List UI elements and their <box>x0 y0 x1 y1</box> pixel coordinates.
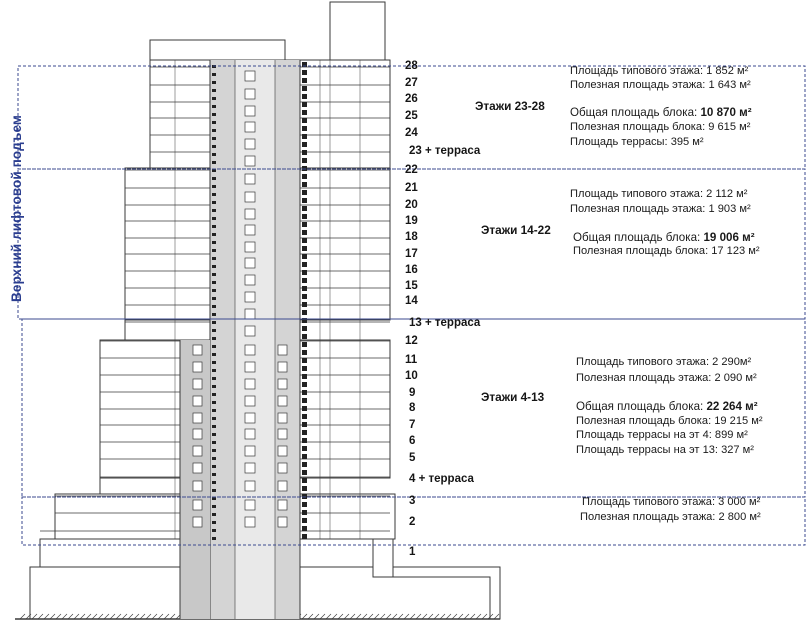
facade-mark <box>212 201 216 204</box>
facade-mark <box>212 513 216 516</box>
facade-mark <box>212 369 216 372</box>
floor-label: 2 <box>409 516 416 528</box>
setback-13 <box>100 320 125 340</box>
facade-mark <box>212 257 216 260</box>
stat-value: 10 870 м² <box>700 106 752 119</box>
facade-mark <box>212 209 216 212</box>
facade-mark <box>302 502 307 507</box>
facade-mark <box>212 441 216 444</box>
facade-mark <box>302 454 307 459</box>
floor-label: 15 <box>405 280 418 292</box>
facade-mark <box>212 361 216 364</box>
facade-mark <box>302 398 307 403</box>
floor-label: 25 <box>405 110 418 122</box>
facade-mark <box>302 198 307 203</box>
stat-value: 1 852 м² <box>706 65 749 77</box>
facade-mark <box>212 113 216 116</box>
facade-mark <box>212 233 216 236</box>
floor-label: 5 <box>409 452 416 464</box>
stat-value: 17 123 м² <box>711 245 760 257</box>
facade-mark <box>212 321 216 324</box>
stat-value: 327 м² <box>721 444 754 456</box>
facade-mark <box>302 478 307 483</box>
stat-label: Полезная площадь блока: <box>570 121 709 133</box>
stat-value: 1 903 м² <box>708 203 751 215</box>
block-frame-4 <box>22 497 805 545</box>
elevator-door-icon <box>245 481 255 491</box>
facade-mark <box>302 510 307 515</box>
stat-label: Площадь террасы: <box>570 136 671 148</box>
stat-label: Полезная площадь этажа: <box>570 79 709 91</box>
floor-label: 14 <box>405 295 418 307</box>
facade-mark <box>212 377 216 380</box>
stair-door-icon <box>193 379 202 389</box>
facade-mark <box>212 97 216 100</box>
stat-label: Общая площадь блока: <box>573 231 704 244</box>
floor-label: 12 <box>405 335 418 347</box>
facade-mark <box>212 161 216 164</box>
facade-mark <box>212 105 216 108</box>
stair-door-icon <box>193 429 202 439</box>
stat-value: 899 м² <box>714 429 748 441</box>
stair-door-icon <box>193 446 202 456</box>
elevator-door-icon <box>245 71 255 81</box>
stat-label: Общая площадь блока: <box>576 400 707 413</box>
facade-mark <box>212 225 216 228</box>
facade-mark <box>212 153 216 156</box>
roof-elevator-overrun <box>330 2 385 60</box>
facade-mark <box>302 206 307 211</box>
facade-mark <box>302 334 307 339</box>
stair-door-icon <box>193 517 202 527</box>
lobby-door-icon <box>278 345 287 355</box>
stat-label: Площадь террасы на эт 13: <box>576 444 722 456</box>
floor-label: 19 <box>405 215 418 227</box>
floor-label: 6 <box>409 435 416 447</box>
facade-mark <box>212 329 216 332</box>
facade-mark <box>302 262 307 267</box>
facade-mark <box>302 118 307 123</box>
facade-mark <box>212 425 216 428</box>
facade-mark <box>302 374 307 379</box>
floor-label: 28 <box>405 60 418 72</box>
stair-door-icon <box>193 463 202 473</box>
facade-mark <box>212 297 216 300</box>
facade-mark <box>302 390 307 395</box>
facade-mark <box>212 409 216 412</box>
elevator-door-icon <box>245 174 255 184</box>
block-frame-3 <box>22 319 805 497</box>
facade-mark <box>212 289 216 292</box>
facade-mark <box>212 473 216 476</box>
facade-mark <box>302 238 307 243</box>
floor-label: 16 <box>405 264 418 276</box>
lobby-door-icon <box>278 379 287 389</box>
facade-mark <box>212 345 216 348</box>
lobby-door-icon <box>278 463 287 473</box>
facade-mark <box>302 526 307 531</box>
facade-mark <box>302 142 307 147</box>
elevator-door-icon <box>245 446 255 456</box>
facade-mark <box>212 529 216 532</box>
facade-mark <box>212 89 216 92</box>
lobby-door-icon <box>278 429 287 439</box>
facade-mark <box>212 129 216 132</box>
elevator-door-icon <box>245 500 255 510</box>
lobby-door-icon <box>278 500 287 510</box>
facade-mark <box>212 177 216 180</box>
elevator-door-icon <box>245 362 255 372</box>
elevator-door-icon <box>245 463 255 473</box>
stat-value: 2 090 м² <box>714 372 757 384</box>
facade-mark <box>212 449 216 452</box>
facade-mark <box>302 470 307 475</box>
roof-parapet <box>150 40 285 60</box>
elevator-door-icon <box>245 275 255 285</box>
facade-mark <box>302 462 307 467</box>
stat-label: Полезная площадь этажа: <box>580 511 719 523</box>
lobby-door-icon <box>278 362 287 372</box>
elevator-door-icon <box>245 309 255 319</box>
facade-mark <box>302 134 307 139</box>
facade-mark <box>302 350 307 355</box>
floor-label: 1 <box>409 546 416 558</box>
facade-mark <box>212 393 216 396</box>
facade-mark <box>212 241 216 244</box>
facade-mark <box>212 505 216 508</box>
stat-label: Полезная площадь блока: <box>573 245 712 257</box>
elevator-door-icon <box>245 192 255 202</box>
facade-mark <box>302 310 307 315</box>
floor-label: 21 <box>405 182 418 194</box>
floor-label: 13 + терраса <box>409 317 481 329</box>
facade-mark <box>302 366 307 371</box>
facade-mark <box>302 230 307 235</box>
stat-value: 395 м² <box>670 136 704 148</box>
floor-label: 26 <box>405 93 418 105</box>
floor-label: 18 <box>405 231 418 243</box>
facade-mark <box>212 73 216 76</box>
stat-value: 2 112 м² <box>706 188 748 200</box>
facade-mark <box>302 70 307 75</box>
elevator-door-icon <box>245 139 255 149</box>
facade-mark <box>302 246 307 251</box>
stat-label: Площадь типового этажа: <box>570 188 707 200</box>
stat-label: Площадь террасы на эт 4: <box>576 429 715 441</box>
facade-mark <box>302 110 307 115</box>
facade-mark <box>212 433 216 436</box>
facade-mark <box>212 537 216 540</box>
lobby-door-icon <box>278 396 287 406</box>
facade-mark <box>212 313 216 316</box>
plinth-right <box>393 577 490 619</box>
facade-mark <box>302 86 307 91</box>
elevator-door-icon <box>245 106 255 116</box>
facade-mark <box>212 417 216 420</box>
block-title: Этажи 14-22 <box>481 223 551 237</box>
elevator-door-icon <box>245 122 255 132</box>
elevator-door-icon <box>245 242 255 252</box>
facade-mark <box>302 190 307 195</box>
stat-value: 2 290м² <box>712 356 752 368</box>
stat-value: 9 615 м² <box>708 121 751 133</box>
facade-mark <box>212 353 216 356</box>
stat-value: 1 643 м² <box>708 79 751 91</box>
stat-value: 22 264 м² <box>706 400 758 413</box>
facade-mark <box>212 145 216 148</box>
elevator-door-icon <box>245 258 255 268</box>
facade-mark <box>302 94 307 99</box>
elevator-door-icon <box>245 379 255 389</box>
stat-label: Площадь типового этажа: <box>582 496 719 508</box>
stair-door-icon <box>193 413 202 423</box>
facade-mark <box>302 150 307 155</box>
elevator-door-icon <box>245 225 255 235</box>
facade-mark <box>302 382 307 387</box>
stat-value: 2 800 м² <box>718 511 761 523</box>
elevator-door-icon <box>245 156 255 166</box>
facade-mark <box>302 222 307 227</box>
floor-label: 23 + терраса <box>409 145 481 157</box>
facade-mark <box>302 126 307 131</box>
facade-mark <box>302 254 307 259</box>
floor-label: 3 <box>409 495 416 507</box>
side-title: Верхний лифтовой подъем <box>9 114 24 302</box>
facade-mark <box>302 182 307 187</box>
facade-mark <box>302 294 307 299</box>
facade-mark <box>212 193 216 196</box>
stair-door-icon <box>193 362 202 372</box>
facade-mark <box>302 78 307 83</box>
elevator-door-icon <box>245 326 255 336</box>
facade-mark <box>302 430 307 435</box>
facade-mark <box>212 481 216 484</box>
facade-mark <box>212 401 216 404</box>
facade-mark <box>302 414 307 419</box>
block-title: Этажи 4-13 <box>481 390 545 404</box>
floor-label: 11 <box>405 354 418 366</box>
facade-mark <box>302 302 307 307</box>
elevator-door-icon <box>245 345 255 355</box>
stair-door-icon <box>193 481 202 491</box>
facade-mark <box>302 342 307 347</box>
facade-mark <box>302 438 307 443</box>
facade-mark <box>302 326 307 331</box>
facade-mark <box>212 121 216 124</box>
facade-mark <box>302 446 307 451</box>
facade-mark <box>212 273 216 276</box>
lobby-door-icon <box>278 413 287 423</box>
lobby-door-icon <box>278 481 287 491</box>
elevator-door-icon <box>245 89 255 99</box>
elevator-door-icon <box>245 429 255 439</box>
stair-door-icon <box>193 396 202 406</box>
lobby-door-icon <box>278 446 287 456</box>
facade-mark <box>302 278 307 283</box>
stat-label: Общая площадь блока: <box>570 106 701 119</box>
facade-mark <box>212 281 216 284</box>
facade-mark <box>212 305 216 308</box>
facade-mark <box>302 406 307 411</box>
facade-mark <box>212 265 216 268</box>
block-frame-1 <box>18 66 805 169</box>
stat-label: Полезная площадь этажа: <box>576 372 715 384</box>
floor-label: 27 <box>405 77 418 89</box>
floor-label: 22 <box>405 164 418 176</box>
facade-mark <box>212 457 216 460</box>
elevator-door-icon <box>245 292 255 302</box>
facade-mark <box>212 465 216 468</box>
facade-mark <box>302 486 307 491</box>
facade-mark <box>302 358 307 363</box>
facade-mark <box>302 158 307 163</box>
floor-label: 10 <box>405 370 418 382</box>
facade-mark <box>302 174 307 179</box>
elevator-door-icon <box>245 517 255 527</box>
facade-mark <box>302 518 307 523</box>
stat-label: Полезная площадь этажа: <box>570 203 709 215</box>
facade-mark <box>212 81 216 84</box>
floor-label: 9 <box>409 387 416 399</box>
facade-mark <box>302 534 307 539</box>
stat-label: Площадь типового этажа: <box>576 356 713 368</box>
facade-mark <box>212 489 216 492</box>
floor-label: 7 <box>409 419 416 431</box>
elevator-door-icon <box>245 209 255 219</box>
block-title: Этажи 23-28 <box>475 99 545 113</box>
facade-mark <box>212 385 216 388</box>
facade-mark <box>302 214 307 219</box>
floor-label: 20 <box>405 199 418 211</box>
floor-label: 24 <box>405 127 418 139</box>
facade-mark <box>212 217 216 220</box>
facade-mark <box>212 249 216 252</box>
facade-mark <box>212 337 216 340</box>
floor-label: 8 <box>409 402 416 414</box>
stat-value: 3 000 м² <box>718 496 761 508</box>
setback-4 <box>55 478 100 494</box>
facade-mark <box>302 102 307 107</box>
elevator-door-icon <box>245 413 255 423</box>
stair-door-icon <box>193 345 202 355</box>
facade-mark <box>212 185 216 188</box>
stat-value: 19 006 м² <box>703 231 755 244</box>
facade-mark <box>302 270 307 275</box>
lobby-door-icon <box>278 517 287 527</box>
facade-mark <box>302 422 307 427</box>
stat-label: Полезная площадь блока: <box>576 415 715 427</box>
facade-mark <box>302 286 307 291</box>
floor-label: 17 <box>405 248 418 260</box>
facade-mark <box>212 521 216 524</box>
elevator-door-icon <box>245 396 255 406</box>
stair-door-icon <box>193 500 202 510</box>
stat-value: 19 215 м² <box>714 415 763 427</box>
facade-mark <box>212 137 216 140</box>
stat-label: Площадь типового этажа: <box>570 65 707 77</box>
block-frame-2 <box>18 169 805 319</box>
floor-label: 4 + терраса <box>409 473 474 485</box>
